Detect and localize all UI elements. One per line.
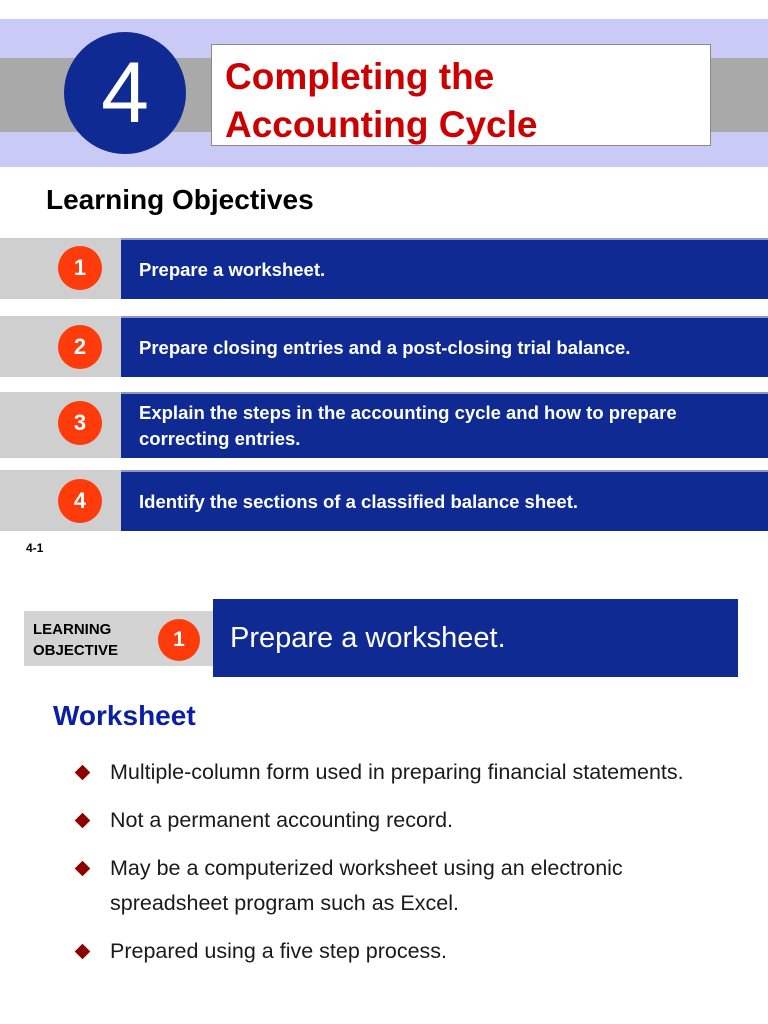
list-item [75, 803, 735, 838]
learning-objective-banner: Prepare a worksheet. [213, 599, 738, 677]
objective-number-badge: 1 [58, 246, 102, 290]
chapter-number-badge: 4 [64, 32, 186, 154]
chapter-title-line-2: Accounting Cycle [225, 104, 538, 145]
learning-objective-tag [24, 611, 214, 666]
objective-row-2 [0, 316, 768, 377]
diamond-bullet-icon [75, 813, 91, 829]
objective-text: Prepare closing entries and a post-closing trial balance. [121, 316, 768, 377]
learning-objective-number-badge: 1 [158, 619, 200, 661]
tag-line-1: LEARNING [33, 621, 112, 638]
objective-text: Prepare a worksheet. [121, 238, 768, 299]
bullet-text: Multiple-column form used in preparing financial statements. [110, 760, 684, 784]
objective-text: Identify the sections of a classified balance sheet. [121, 470, 768, 531]
objective-number-badge: 4 [58, 479, 102, 523]
learning-objective-tag-label [33, 619, 118, 661]
bullet-text: Not a permanent accounting record. [110, 808, 454, 832]
bullet-text: May be a computerized worksheet using an electronic spreadsheet program such as Excel. [110, 856, 623, 915]
page-number: 4-1 [26, 541, 44, 555]
list-item [75, 755, 735, 790]
objective-number-badge: 2 [58, 325, 102, 369]
list-item [75, 934, 735, 969]
bullet-text: Prepared using a five step process. [110, 939, 448, 963]
objective-text: Explain the steps in the accounting cycle and how to prepare correcting entries. [121, 392, 768, 458]
chapter-title-line-1: Completing the [225, 56, 495, 97]
section-title: Worksheet [53, 700, 196, 731]
diamond-bullet-icon [75, 944, 91, 960]
learning-objectives-heading: Learning Objectives [46, 184, 314, 215]
objective-row-3 [0, 392, 768, 458]
tag-line-2: OBJECTIVE [33, 642, 119, 659]
objective-number-badge: 3 [58, 401, 102, 445]
diamond-bullet-icon [75, 765, 91, 781]
bullet-list [75, 755, 735, 982]
objective-row-4 [0, 470, 768, 531]
chapter-title-box [211, 44, 711, 146]
list-item [75, 851, 735, 921]
objective-row-1 [0, 238, 768, 299]
diamond-bullet-icon [75, 861, 91, 877]
